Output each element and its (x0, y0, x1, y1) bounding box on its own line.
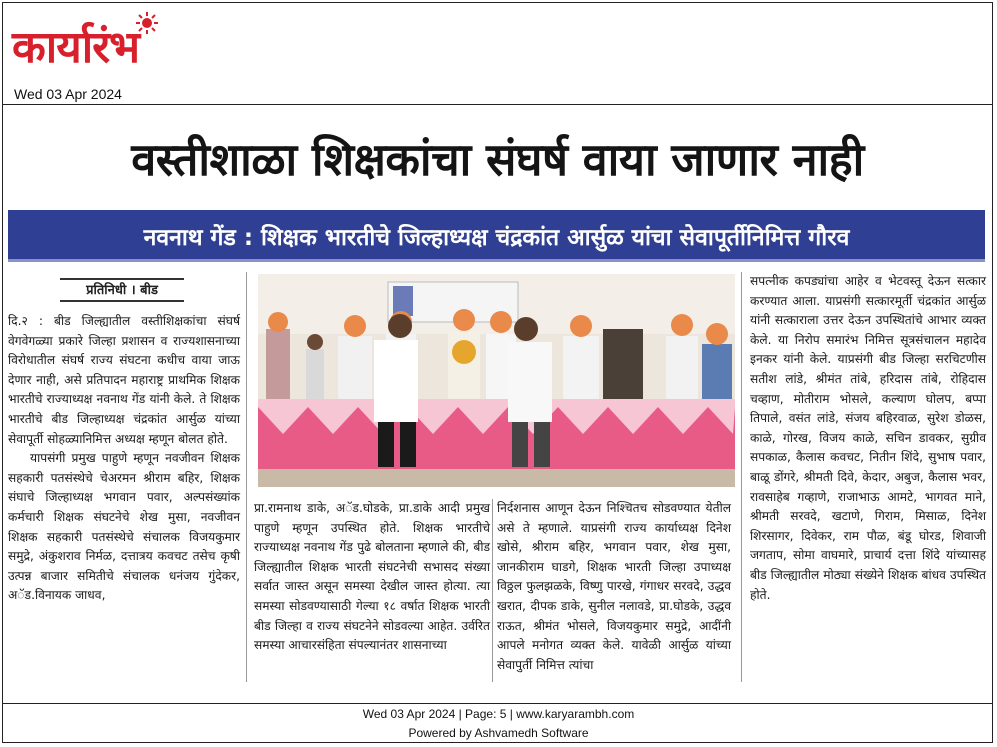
subheadline-banner (8, 210, 985, 262)
paragraph: सपत्नीक कपड्यांचा आहेर व भेटवस्तू देऊन सत्कार करण्यात आला. याप्रसंगी सत्कारमूर्ती चंद्रकांत आर्सुळ यांनी सत्काराला उत्तर देऊन उपस्थितांचे आभार व्यक्त केले. या निरोप समारंभ निमित्त सूत्रसंचालन महादेव इनकर यांनी केले. याप्रसंगी बीड जिल्हा सरचिटणीस सतीश लांडे, श्रीमंत तांबे, हरिदास तांबे, रोहिदास चव्हाण, मोतीराम भोसले, कल्याण घोलप, बप्पा तिपाले, वसंत लांडे, संजय बहिरवाळ, सुरेश डोळस, काळे, गोरख, विजय काळे, सचिन डावकर, सुग्रीव सपकाळ, कैलास कवचट, नितीन शिंदे, सुभाष पवार, बाळू डोंगरे, श्रीमती दिवे, केदार, अबुज, कैलास भवर, रावसाहेब गव्हाणे, राजाभाऊ आमटे, भागवत माने, श्रीमती सरवदे, खटाणे, गिराम, मिसाळ, दिनेश शिरसागर, दिवेकर, राम पौळ, बंडू घोरड, शिवाजी जगताप, सोमा वाघमारे, प्राचार्य दत्ता शिंदे यांच्यासह बीड जिल्ह्यातील मोठ्या संख्येने शिक्षक बांधव उपस्थित होते. (750, 274, 986, 602)
photo-scene (258, 274, 735, 487)
bottom-divider (2, 703, 993, 704)
sun-icon (136, 12, 158, 34)
byline: प्रतिनिधी । बीड (60, 278, 184, 302)
column-divider (246, 272, 247, 682)
felicitation-photo[interactable] (258, 274, 735, 487)
paragraph: निर्दशनास आणून देऊन निश्चितच सोडवण्यात येतील असे ते म्हणाले. याप्रसंगी राज्य कार्याध्यक्ष दिनेश खोसे, श्रीराम बहिर, भगवान पवार, शेख मुसा, जानकीराम घाडगे, शिक्षक भारती जिल्हा उपाध्यक्ष विठ्ठल फुलझळके, विष्णु पारखे, गंगाधर सरवदे, उद्धव खरात, दीपक डाके, सुनील नलावडे, प्रा.घोडके, उद्धव राऊत, श्रीमंत भोसले, विजयकुमार समुद्रे, आदींनी आपले मनोगत व्यक्त केले. यावेळी आर्सुळ यांच्या सेवापुर्ती निमित्त त्यांचा (497, 501, 731, 672)
headline: वस्तीशाळा शिक्षकांचा संघर्ष वाया जाणार नाही (131, 133, 864, 186)
footer-page-info[interactable]: Wed 03 Apr 2024 | Page: 5 | www.karyarambh.com (362, 707, 635, 721)
article-column-1 (8, 312, 240, 606)
article-column-2 (254, 499, 490, 656)
edition-date: Wed 03 Apr 2024 (14, 86, 122, 102)
article-column-3 (497, 499, 731, 675)
subheadline: नवनाथ गेंड : शिक्षक भारतीचे जिल्हाध्यक्ष चंद्रकांत आर्सुळ यांचा सेवापूर्तीनिमित्त गौरव (143, 225, 850, 251)
masthead-logo[interactable] (6, 6, 206, 76)
column-divider (741, 272, 742, 682)
footer-credit: Powered by Ashvamedh Software (408, 726, 589, 740)
top-divider (2, 104, 993, 105)
column-divider (492, 499, 493, 682)
paragraph: दि.२ : बीड जिल्ह्यातील वस्तीशिक्षकांचा संघर्ष वेगवेगळ्या प्रकारे जिल्हा प्रशासन व राज्यशासनाच्या विरोधातील संघर्ष राज्य संघटना कधीच वाया जाऊ देणार नाही, असे प्रतिपादन महाराष्ट्र प्राथमिक शिक्षक भारतीचे राज्याध्यक्ष नवनाथ गेंड यांनी केले. ते शिक्षक भारतीचे बीड जिल्हाध्यक्ष चंद्रकांत आर्सुळ यांच्या सेवापूर्ती सोहळ्यानिमित्त अध्यक्ष म्हणून बोलत होते. (8, 314, 240, 446)
paragraph: यापसंगी प्रमुख पाहुणे म्हणून नवजीवन शिक्षक सहकारी पतसंस्थेचे चेअरमन श्रीराम बहिर, शिक्षक संघाचे जिल्हाध्यक्ष भगवान पवार, अल्पसंख्यांक कर्मचारी शिक्षक संघटनेचे शेख मुसा, नवजीवन शिक्षक सहकारी पतसंस्थेचे संचालक विजयकुमार समुद्रे, अंकुशराव निर्मळ, दत्तात्रय कवचट तसेच कृषी उत्पन्न बाजार समितीचे संचालक धनंजय गुंदेकर, अॅड.विनायक जाधव, (8, 451, 240, 603)
logo-text: कार्यारंभ (12, 22, 140, 73)
paragraph: प्रा.रामनाथ डाके, अॅड.घोडके, प्रा.डाके आदी प्रमुख पाहुणे म्हणून उपस्थित होते. शिक्षक भारतीचे राज्याध्यक्ष नवनाथ गेंड पुढे बोलताना म्हणाले की, बीड जिल्ह्यातील शिक्षक भारती संघटनेची सभासद संख्या सर्वात जास्त असून समस्या देखील जास्त होत्या. त्या समस्या सोडवण्यासाठी गेल्या १८ वर्षात शिक्षक भारती बीड जिल्हा व राज्य संघटनेने सोडवल्या आहेत. उर्वरित समस्या आचारसंहिता संपल्यानंतर शासनाच्या (254, 501, 490, 653)
article-column-4 (750, 272, 986, 605)
